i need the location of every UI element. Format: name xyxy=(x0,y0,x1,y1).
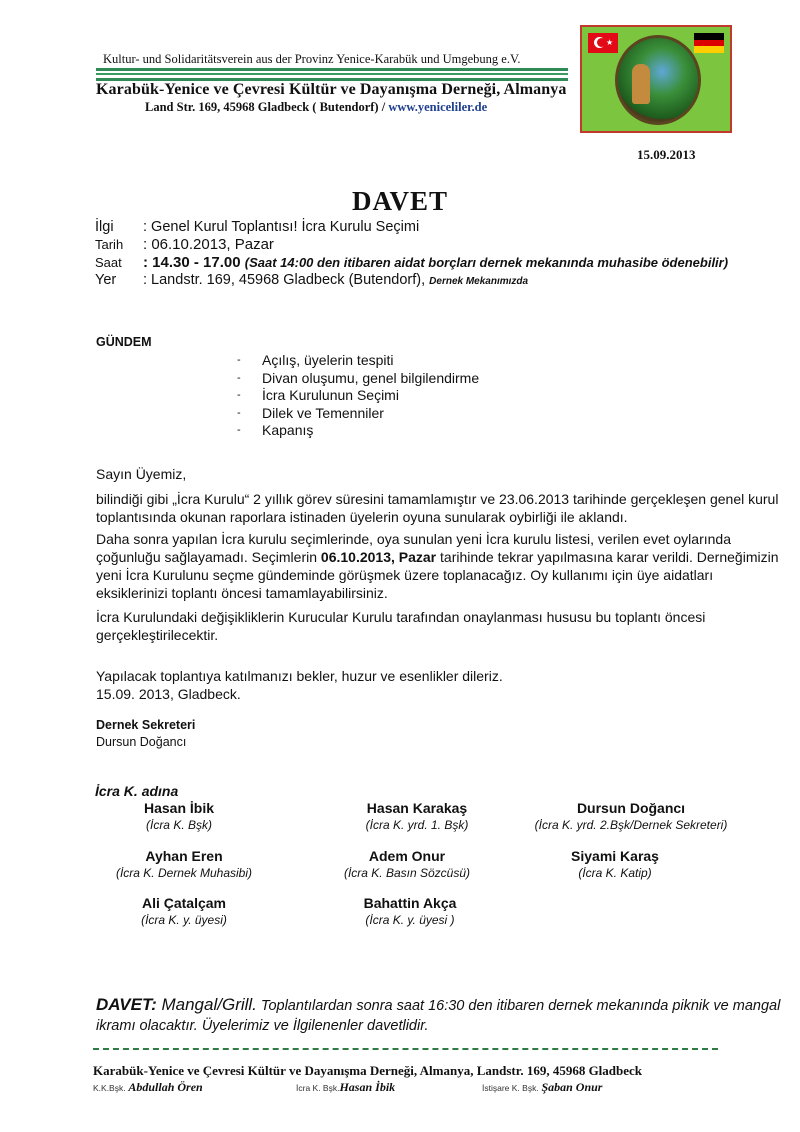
board-member: Ali Çatalçam (İcra K. y. üyesi) xyxy=(141,895,227,927)
info-label: Saat xyxy=(95,255,122,270)
footer-officer: K.K.Bşk. Abdullah Ören xyxy=(93,1080,203,1094)
document-date: 15.09.2013 xyxy=(637,147,696,162)
paragraph: Daha sonra yapılan İcra kurulu seçimlerinde, oya sunulan yeni İcra kurulu listesi, verilen evet oylarında çoğunluğu sağlayamadı. Seçimlerin 06.10.2013, Pazar tarihinde tekrar yapılmasına karar verildi. Derneğimizin yeni İcra Kurulunu seçme gündeminde görüşmek üzere toplanacağız. Oy kullanımı için üye aidatları eksiklerinizi toplantı öncesi tamamlayabilirsiniz. xyxy=(96,531,779,601)
place-date: 15.09. 2013, Gladbeck. xyxy=(96,686,241,702)
header-address xyxy=(145,100,487,115)
agenda-item: - Divan oluşumu, genel bilgilendirme xyxy=(237,369,480,386)
board-member: Dursun Doğancı (İcra K. yrd. 2.Bşk/Dernek Sekreteri) xyxy=(534,800,728,832)
info-label: Yer xyxy=(95,272,117,288)
header-rule xyxy=(96,68,568,71)
germany-flag-icon xyxy=(694,33,724,53)
invite-label: DAVET: xyxy=(96,995,157,1014)
salutation: Sayın Üyemiz, xyxy=(96,466,187,482)
paragraph: bilindiği gibi „İcra Kurulu“ 2 yıllık görev süresini tamamlamıştır ve 23.06.2013 tarihinde gerçekleşen genel kurul toplantısında okunan raporlara istinaden üyelerin oyuna sunularak oybirliği ile aklandı. xyxy=(96,491,779,525)
footer-divider xyxy=(93,1048,718,1050)
board-member: Hasan Karakaş (İcra K. yrd. 1. Bşk) xyxy=(365,800,469,832)
board-member: Hasan İbik (İcra K. Bşk) xyxy=(143,800,215,832)
grill-invitation xyxy=(96,995,796,1036)
highlighted-date: 06.10.2013, Pazar xyxy=(320,549,437,565)
info-row-date xyxy=(95,236,274,253)
deer-forest-seal-icon xyxy=(615,35,701,125)
board-member: Siyami Karaş (İcra K. Katip) xyxy=(571,848,659,880)
agenda-heading: GÜNDEM xyxy=(96,335,152,349)
secretary-title: Dernek Sekreteri xyxy=(96,718,196,732)
board-heading: İcra K. adına xyxy=(95,783,179,799)
board-member: Ayhan Eren (İcra K. Dernek Muhasibi) xyxy=(115,848,253,880)
turkish-association-name: Karabük-Yenice ve Çevresi Kültür ve Dayanışma Derneği, Almanya xyxy=(96,81,567,98)
agenda-list xyxy=(237,352,479,440)
info-note: (Saat 14:00 den itibaren aidat borçları dernek mekanında muhasibe ödenebilir) xyxy=(244,255,729,270)
address-text: Land Str. 169, 45968 Gladbeck ( Butendorf) / xyxy=(145,100,389,114)
info-value: : Landstr. 169, 45968 Gladbeck (Butendorf), xyxy=(143,272,426,288)
footer-officer: İstişare K. Bşk. Şaban Onur xyxy=(482,1080,603,1094)
turkey-flag-icon: ★ xyxy=(588,33,618,53)
association-logo xyxy=(580,25,732,133)
board-member: Bahattin Akça (İcra K. y. üyesi ) xyxy=(363,895,457,927)
footer-association-address: Karabük-Yenice ve Çevresi Kültür ve Dayanışma Derneği, Almanya, Landstr. 169, 45968 Gladbeck xyxy=(93,1063,643,1078)
header-rule xyxy=(96,73,568,75)
closing: Yapılacak toplantıya katılmanızı bekler, huzur ve esenlikler dileriz. 15.09. 2013, Gladbeck. xyxy=(96,667,786,703)
page-title: DAVET xyxy=(352,186,449,216)
info-label: Tarih xyxy=(95,237,124,252)
info-value: : Genel Kurul Toplantısı! İcra Kurulu Seçimi xyxy=(143,219,420,235)
paragraph: İcra Kurulundaki değişikliklerin Kurucular Kurulu tarafından onaylanması hususu bu toplantı öncesi gerçekleştirilecektir. xyxy=(96,609,706,643)
board-member: Adem Onur (İcra K. Basın Sözcüsü) xyxy=(343,848,471,880)
invite-text: Toplantılardan sonra saat 16:30 den itibaren dernek mekanında piknik ve mangal ikramı olacaktır. Üyelerimiz ve İlgilenenler davetlidir. xyxy=(96,998,781,1034)
info-note: Dernek Mekanımızda xyxy=(429,276,529,287)
invite-subject: Mangal/Grill. xyxy=(156,995,257,1014)
agenda-item: - Kapanış xyxy=(237,422,314,438)
footer-officer: İcra K. Bşk.Hasan İbik xyxy=(296,1080,396,1094)
info-row-place xyxy=(95,272,528,288)
agenda-item: - İcra Kurulunun Seçimi xyxy=(237,387,399,403)
german-association-name: Kultur- und Solidaritätsverein aus der Provinz Yenice-Karabük und Umgebung e.V. xyxy=(103,52,521,66)
agenda-item: - Dilek ve Temenniler xyxy=(237,404,384,421)
agenda-item: - Açılış, üyelerin tespiti xyxy=(237,352,394,368)
secretary-name: Dursun Doğancı xyxy=(96,735,187,749)
info-label: İlgi xyxy=(95,219,114,235)
website-link[interactable]: www.yeniceliler.de xyxy=(388,100,488,114)
info-value: : 06.10.2013, Pazar xyxy=(143,236,274,253)
info-value: : 14.30 - 17.00 xyxy=(143,254,241,271)
info-row-subject xyxy=(95,219,419,235)
info-row-time xyxy=(95,254,728,271)
